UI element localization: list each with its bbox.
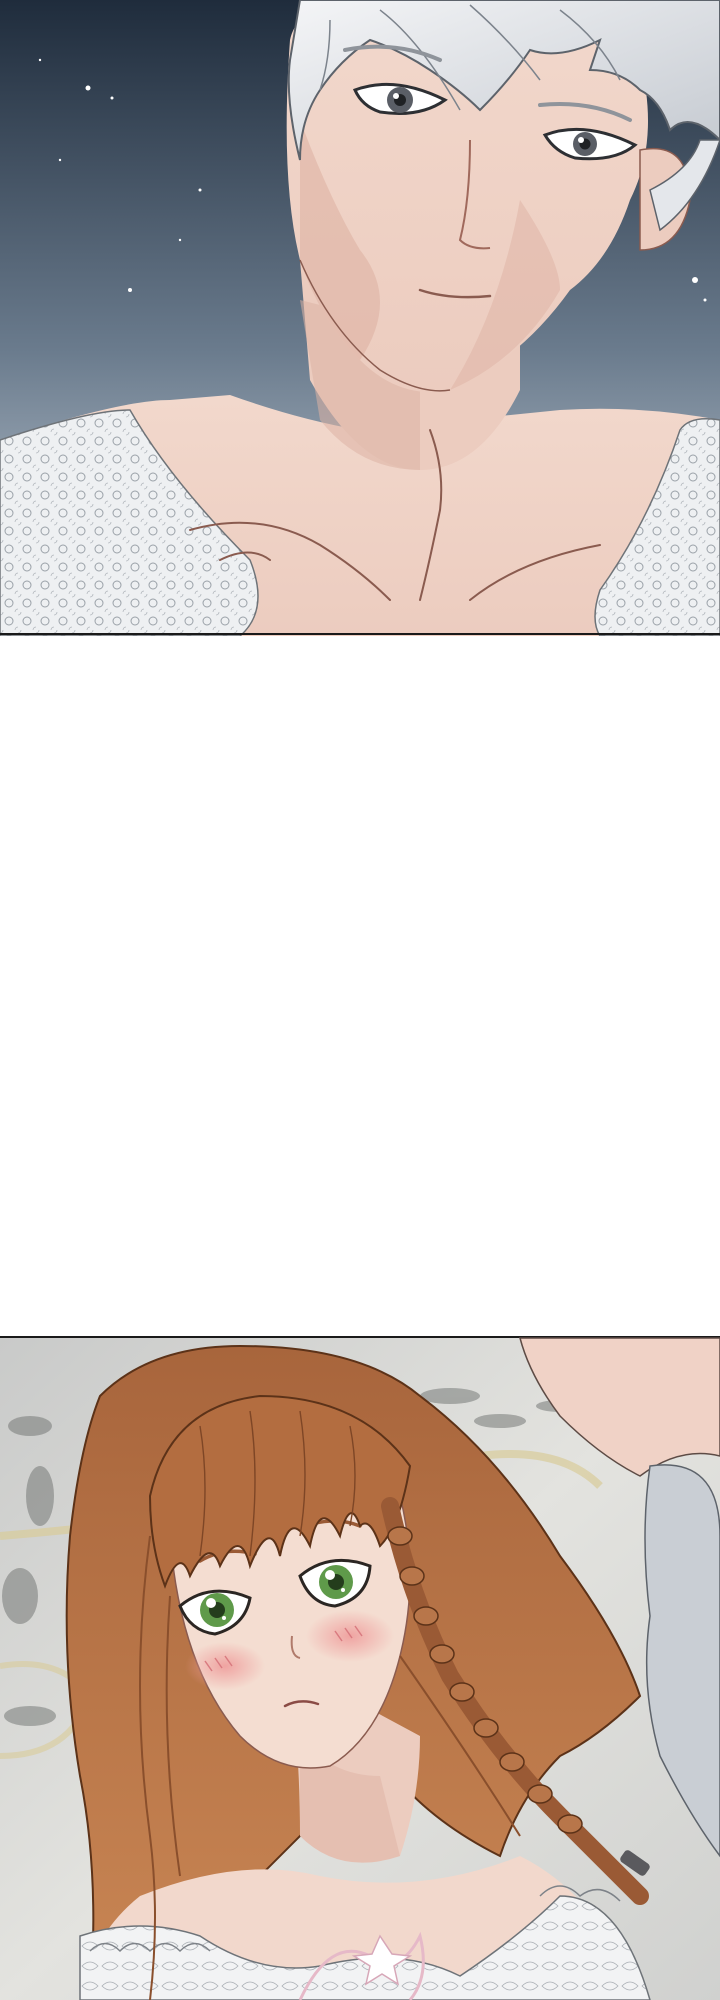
woman-illustration <box>0 1336 720 2000</box>
blush-left <box>185 1642 265 1690</box>
panel-man-close-up <box>0 0 720 636</box>
man-illustration <box>0 0 720 636</box>
panel-gutter <box>0 636 720 1336</box>
panel-woman-blushing <box>0 1336 720 2000</box>
